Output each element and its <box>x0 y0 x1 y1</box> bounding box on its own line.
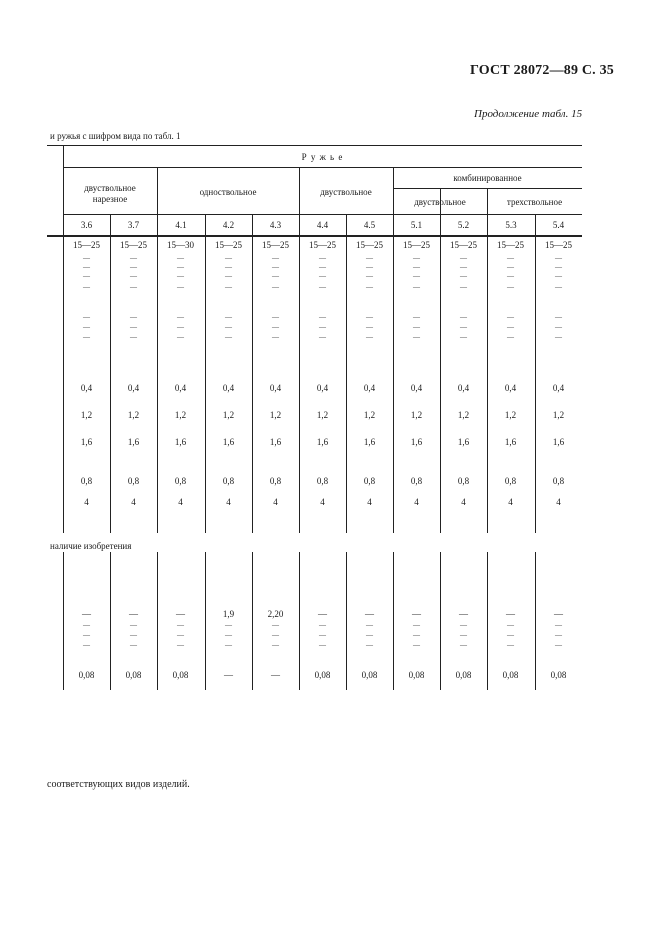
value-cell: 0,4 <box>363 383 376 393</box>
dash-cell: — <box>366 631 373 639</box>
value-cell: 0,8 <box>552 476 565 486</box>
dash-cell: — <box>83 283 90 291</box>
dash-cell: — <box>319 641 326 649</box>
dash-cell: — <box>225 641 232 649</box>
dash-cell: — <box>460 263 467 271</box>
value-cell: 0,8 <box>127 476 140 486</box>
dash-cell: — <box>413 313 420 321</box>
dash-cell: — <box>507 254 514 262</box>
dash-cell: — <box>555 323 562 331</box>
value-cell: 0,4 <box>316 383 329 393</box>
subgroup-combined-triple: трехствольное <box>506 197 563 207</box>
dash-cell: — <box>507 333 514 341</box>
dash-cell: — <box>83 323 90 331</box>
value-cell: 4 <box>556 497 561 507</box>
dash-cell: — <box>225 631 232 639</box>
dash-cell: — <box>319 283 326 291</box>
dash-cell: — <box>507 631 514 639</box>
value-cell: 4 <box>320 497 325 507</box>
dash-cell: — <box>507 621 514 629</box>
dash-cell: — <box>272 272 279 280</box>
dash-cell: — <box>130 323 137 331</box>
special-cell: — <box>412 609 421 619</box>
value-cell: 0,08 <box>78 670 95 680</box>
value-cell: 1,6 <box>269 437 282 447</box>
value-cell: 0,4 <box>269 383 282 393</box>
code-cell: 5.3 <box>505 220 517 230</box>
value-cell: 0,4 <box>222 383 235 393</box>
value-cell: 1,2 <box>363 410 376 420</box>
dash-cell: — <box>319 333 326 341</box>
code-cell: 4.2 <box>222 220 235 230</box>
dash-cell: — <box>319 254 326 262</box>
special-cell: — <box>554 609 563 619</box>
range-cell: 15—25 <box>309 240 336 250</box>
dash-cell: — <box>83 272 90 280</box>
dash-cell: — <box>272 313 279 321</box>
dash-cell: — <box>413 621 420 629</box>
value-cell: 0,08 <box>361 670 378 680</box>
value-cell: 4 <box>178 497 183 507</box>
value-cell: 1,2 <box>457 410 470 420</box>
dash-cell: — <box>460 641 467 649</box>
dash-cell: — <box>555 631 562 639</box>
dash-cell: — <box>130 272 137 280</box>
subgroup-double: двуствольное <box>320 187 372 197</box>
dash-cell: — <box>272 333 279 341</box>
dash-cell: — <box>83 631 90 639</box>
code-cell: 4.3 <box>269 220 282 230</box>
range-cell: 15—25 <box>497 240 524 250</box>
dash-cell: — <box>130 263 137 271</box>
value-cell: 1,2 <box>127 410 140 420</box>
value-cell: 1,2 <box>222 410 235 420</box>
value-cell: 4 <box>226 497 231 507</box>
special-cell: — <box>176 609 185 619</box>
dash-cell: — <box>177 333 184 341</box>
value-cell: 0,8 <box>457 476 470 486</box>
dash-cell: — <box>507 641 514 649</box>
dash-cell: — <box>272 283 279 291</box>
dash-cell: — <box>177 641 184 649</box>
dash-cell: — <box>460 621 467 629</box>
dash-cell: — <box>177 254 184 262</box>
value-cell: 0,8 <box>363 476 376 486</box>
dash-cell: — <box>225 621 232 629</box>
dash-cell: — <box>460 323 467 331</box>
code-cell: 5.4 <box>552 220 565 230</box>
dash-cell: — <box>460 272 467 280</box>
special-cell: — <box>82 609 91 619</box>
dash-cell: — <box>225 323 232 331</box>
range-cell: 15—25 <box>545 240 572 250</box>
dash-cell: — <box>83 621 90 629</box>
dash-cell: — <box>507 272 514 280</box>
table-top-rule <box>47 145 582 146</box>
code-cell: 5.2 <box>457 220 470 230</box>
value-cell: 1,6 <box>504 437 517 447</box>
value-cell: 0,08 <box>314 670 331 680</box>
dash-cell: — <box>460 313 467 321</box>
value-cell: 0,8 <box>269 476 282 486</box>
value-cell: 0,8 <box>174 476 187 486</box>
dash-cell: — <box>130 621 137 629</box>
dash-cell: — <box>130 254 137 262</box>
group-header: Р у ж ь е <box>301 152 344 162</box>
dash-cell: — <box>555 272 562 280</box>
dash-cell: — <box>83 263 90 271</box>
dash-cell: — <box>225 283 232 291</box>
dash-cell: — <box>366 313 373 321</box>
code-cell: 4.4 <box>316 220 329 230</box>
dash-cell: — <box>366 641 373 649</box>
header-bottom-rule <box>47 235 582 237</box>
code-cell: 4.5 <box>363 220 376 230</box>
dash-cell: — <box>507 313 514 321</box>
value-cell: 4 <box>131 497 136 507</box>
dash-cell: — <box>366 333 373 341</box>
dash-cell: — <box>555 254 562 262</box>
value-cell: 1,6 <box>363 437 376 447</box>
range-cell: 15—25 <box>120 240 147 250</box>
dash-cell: — <box>177 621 184 629</box>
value-cell: 1,2 <box>316 410 329 420</box>
dash-cell: — <box>555 283 562 291</box>
dash-cell: — <box>460 283 467 291</box>
dash-cell: — <box>319 631 326 639</box>
footer-text: соответствующих видов изделий. <box>47 779 190 790</box>
range-cell: 15—25 <box>73 240 100 250</box>
dash-cell: — <box>413 263 420 271</box>
dash-cell: — <box>413 254 420 262</box>
dash-cell: — <box>177 272 184 280</box>
code-cell: 3.6 <box>80 220 93 230</box>
dash-cell: — <box>366 272 373 280</box>
dash-cell: — <box>83 333 90 341</box>
dash-cell: — <box>366 323 373 331</box>
value-cell: 1,6 <box>80 437 93 447</box>
table-caption: и ружья с шифром вида по табл. 1 <box>50 131 181 141</box>
range-cell: 15—25 <box>450 240 477 250</box>
value-cell: 1,6 <box>552 437 565 447</box>
subgroup-combined: комбинированное <box>453 173 522 183</box>
value-cell: 0,08 <box>455 670 472 680</box>
dash-cell: — <box>272 263 279 271</box>
value-cell: 1,2 <box>410 410 423 420</box>
value-cell: 0,4 <box>504 383 517 393</box>
value-cell: 1,6 <box>127 437 140 447</box>
range-cell: 15—30 <box>167 240 194 250</box>
value-cell: 0,8 <box>80 476 93 486</box>
dash-cell: — <box>413 333 420 341</box>
dash-cell: — <box>83 254 90 262</box>
special-cell: — <box>506 609 515 619</box>
value-cell: 1,6 <box>222 437 235 447</box>
group-rule <box>63 167 582 168</box>
value-cell: 1,6 <box>410 437 423 447</box>
code-cell: 5.1 <box>410 220 423 230</box>
dash-cell: — <box>272 631 279 639</box>
subgroup-combined-double: двуствольное <box>414 197 466 207</box>
dash-cell: — <box>366 254 373 262</box>
special-cell: — <box>318 609 327 619</box>
value-cell: 0,08 <box>172 670 189 680</box>
value-cell: 0,08 <box>408 670 425 680</box>
special-cell: — <box>459 609 468 619</box>
section-note: наличие изобретения <box>50 541 132 551</box>
value-cell: 0,4 <box>552 383 565 393</box>
dash-cell: — <box>83 313 90 321</box>
value-cell: 0,4 <box>457 383 470 393</box>
dash-cell: — <box>413 272 420 280</box>
value-cell: 0,8 <box>504 476 517 486</box>
dash-cell: — <box>319 263 326 271</box>
dash-cell: — <box>272 254 279 262</box>
value-cell: 0,08 <box>550 670 567 680</box>
value-cell: 4 <box>84 497 89 507</box>
value-cell: — <box>271 670 280 680</box>
value-cell: 1,6 <box>316 437 329 447</box>
dash-cell: — <box>130 313 137 321</box>
dash-cell: — <box>555 313 562 321</box>
dash-cell: — <box>225 313 232 321</box>
dash-cell: — <box>413 631 420 639</box>
dash-cell: — <box>177 313 184 321</box>
value-cell: 1,2 <box>174 410 187 420</box>
dash-cell: — <box>83 641 90 649</box>
dash-cell: — <box>555 641 562 649</box>
dash-cell: — <box>177 283 184 291</box>
dash-cell: — <box>319 621 326 629</box>
dash-cell: — <box>319 272 326 280</box>
dash-cell: — <box>413 283 420 291</box>
value-cell: 4 <box>367 497 372 507</box>
value-cell: 4 <box>414 497 419 507</box>
dash-cell: — <box>225 254 232 262</box>
dash-cell: — <box>413 323 420 331</box>
value-cell: 4 <box>461 497 466 507</box>
dash-cell: — <box>413 641 420 649</box>
value-cell: 0,8 <box>222 476 235 486</box>
subgroup-single: одноствольное <box>199 187 257 197</box>
value-cell: 0,4 <box>80 383 93 393</box>
value-cell: 0,8 <box>316 476 329 486</box>
dash-cell: — <box>130 333 137 341</box>
value-cell: 0,4 <box>174 383 187 393</box>
dash-cell: — <box>319 323 326 331</box>
special-cell: — <box>365 609 374 619</box>
table-continuation-label: Продолжение табл. 15 <box>474 108 583 120</box>
value-cell: 1,6 <box>174 437 187 447</box>
value-cell: 0,4 <box>127 383 140 393</box>
dash-cell: — <box>460 631 467 639</box>
dash-cell: — <box>555 621 562 629</box>
dash-cell: — <box>225 263 232 271</box>
dash-cell: — <box>272 621 279 629</box>
special-cell: 1,9 <box>222 609 235 619</box>
value-cell: 0,8 <box>410 476 423 486</box>
subgroup-double-rifled: двуствольное нарезное <box>84 183 136 204</box>
dash-cell: — <box>272 323 279 331</box>
dash-cell: — <box>555 333 562 341</box>
dash-cell: — <box>177 631 184 639</box>
dash-cell: — <box>130 631 137 639</box>
special-cell: 2,20 <box>267 609 284 619</box>
value-cell: 4 <box>273 497 278 507</box>
dash-cell: — <box>366 283 373 291</box>
dash-cell: — <box>507 323 514 331</box>
code-cell: 4.1 <box>175 220 187 230</box>
dash-cell: — <box>366 621 373 629</box>
value-cell: 0,4 <box>410 383 423 393</box>
dash-cell: — <box>507 283 514 291</box>
dash-cell: — <box>272 641 279 649</box>
range-cell: 15—25 <box>403 240 430 250</box>
code-cell: 3.7 <box>127 220 140 230</box>
dash-cell: — <box>460 254 467 262</box>
dash-cell: — <box>507 263 514 271</box>
range-cell: 15—25 <box>215 240 242 250</box>
dash-cell: — <box>555 263 562 271</box>
special-cell: — <box>129 609 138 619</box>
value-cell: — <box>224 670 233 680</box>
value-cell: 4 <box>508 497 513 507</box>
dash-cell: — <box>366 263 373 271</box>
dash-cell: — <box>177 263 184 271</box>
value-cell: 1,2 <box>552 410 565 420</box>
subheader-rule <box>63 214 582 215</box>
value-cell: 1,6 <box>457 437 470 447</box>
value-cell: 0,08 <box>502 670 519 680</box>
dash-cell: — <box>225 333 232 341</box>
range-cell: 15—25 <box>262 240 289 250</box>
dash-cell: — <box>460 333 467 341</box>
dash-cell: — <box>130 641 137 649</box>
dash-cell: — <box>319 313 326 321</box>
page-title: ГОСТ 28072—89 С. 35 <box>470 63 614 78</box>
value-cell: 1,2 <box>269 410 282 420</box>
dash-cell: — <box>225 272 232 280</box>
value-cell: 1,2 <box>80 410 93 420</box>
dash-cell: — <box>177 323 184 331</box>
value-cell: 0,08 <box>125 670 142 680</box>
dash-cell: — <box>130 283 137 291</box>
range-cell: 15—25 <box>356 240 383 250</box>
value-cell: 1,2 <box>504 410 517 420</box>
